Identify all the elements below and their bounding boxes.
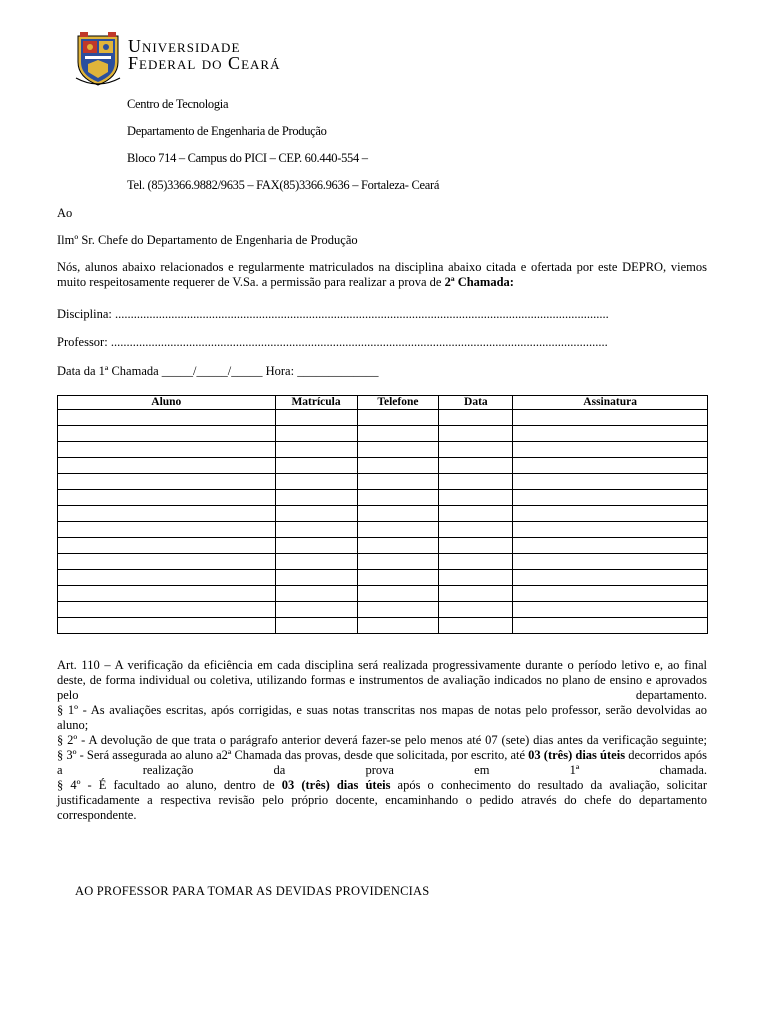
- disciplina-dots[interactable]: ..............................................................................................................................................................: [114, 307, 609, 321]
- cell-aluno[interactable]: [58, 490, 276, 506]
- cell-aluno[interactable]: [58, 602, 276, 618]
- cell-telefone[interactable]: [357, 426, 439, 442]
- table-row: [58, 554, 708, 570]
- cell-assinatura[interactable]: [513, 442, 708, 458]
- table-header-row: [58, 396, 708, 410]
- cell-assinatura[interactable]: [513, 474, 708, 490]
- cell-matricula[interactable]: [275, 522, 357, 538]
- cell-aluno[interactable]: [58, 554, 276, 570]
- cell-telefone[interactable]: [357, 554, 439, 570]
- cell-data[interactable]: [439, 426, 513, 442]
- table-row: [58, 458, 708, 474]
- article-110: [57, 658, 707, 823]
- cell-telefone[interactable]: [357, 602, 439, 618]
- cell-data[interactable]: [439, 602, 513, 618]
- address-line-department: Departamento de Engenharia de Produção: [127, 124, 327, 138]
- table-row: [58, 442, 708, 458]
- cell-telefone[interactable]: [357, 570, 439, 586]
- cell-telefone[interactable]: [357, 490, 439, 506]
- university-crest-icon: [74, 32, 122, 86]
- disciplina-field: [57, 307, 707, 322]
- cell-telefone[interactable]: [357, 442, 439, 458]
- article-paragraph-2: § 1º - As avaliações escritas, após corrigidas, e suas notas transcritas nos mapas de notas pelo professor, serão devolvidas ao aluno;: [57, 703, 707, 732]
- table-body: [58, 410, 708, 634]
- table-row: [58, 474, 708, 490]
- p5-text-a: § 4º - É facultado ao aluno, dentro de: [57, 778, 282, 792]
- professor-dots[interactable]: ...............................................................................................................................................................: [110, 335, 608, 349]
- cell-data[interactable]: [439, 570, 513, 586]
- cell-matricula[interactable]: [275, 426, 357, 442]
- cell-data[interactable]: [439, 410, 513, 426]
- table-row: [58, 522, 708, 538]
- professor-field: [57, 335, 707, 350]
- header-matricula: Matrícula: [275, 396, 357, 410]
- cell-telefone[interactable]: [357, 410, 439, 426]
- cell-aluno[interactable]: [58, 522, 276, 538]
- p5-text-b: após o conhecimento do resultado da avaliação, solicitar justificadamente a respectiva revisão pelo próprio docente, encaminhando o pedido através do chefe do departamento correspondente.: [57, 778, 707, 822]
- cell-matricula[interactable]: [275, 410, 357, 426]
- cell-data[interactable]: [439, 618, 513, 634]
- salutation-recipient: Ilmº Sr. Chefe do Departamento de Engenharia de Produção: [57, 233, 358, 247]
- cell-assinatura[interactable]: [513, 506, 708, 522]
- cell-assinatura[interactable]: [513, 490, 708, 506]
- request-bold: 2ª Chamada:: [444, 275, 514, 289]
- cell-data[interactable]: [439, 442, 513, 458]
- cell-matricula[interactable]: [275, 570, 357, 586]
- cell-assinatura[interactable]: [513, 426, 708, 442]
- salutation-ao: Ao: [57, 206, 73, 220]
- p5-bold: 03 (três) dias úteis: [281, 778, 391, 792]
- article-paragraph-1: Art. 110 – A verificação da eficiência em cada disciplina será realizada progressivamente durante o período letivo e, ao final deste, de forma individual ou coletiva, utilizando formas e instrumentos de avaliação indicados no plano de ensino e aprovados pelo departamento.: [57, 658, 707, 702]
- cell-data[interactable]: [439, 474, 513, 490]
- header-data: Data: [439, 396, 513, 410]
- students-table: [57, 395, 708, 634]
- cell-matricula[interactable]: [275, 490, 357, 506]
- cell-assinatura[interactable]: [513, 570, 708, 586]
- p4-text-a: § 3º - Será assegurada ao aluno a2ª Chamada das provas, desde que solicitada, por escrito, até: [57, 748, 529, 762]
- cell-matricula[interactable]: [275, 506, 357, 522]
- cell-telefone[interactable]: [357, 522, 439, 538]
- cell-matricula[interactable]: [275, 538, 357, 554]
- table-row: [58, 506, 708, 522]
- request-text: Nós, alunos abaixo relacionados e regularmente matriculados na disciplina abaixo citada e ofertada por este DEPRO, viemos muito respeitosamente requerer de V.Sa. a permissão para realizar a prova de: [57, 260, 707, 289]
- cell-data[interactable]: [439, 586, 513, 602]
- disciplina-label: Disciplina:: [57, 307, 115, 321]
- cell-telefone[interactable]: [357, 538, 439, 554]
- data-chamada-field[interactable]: Data da 1ª Chamada _____/_____/_____ Hora: _____________: [57, 364, 379, 378]
- cell-assinatura[interactable]: [513, 554, 708, 570]
- cell-telefone[interactable]: [357, 618, 439, 634]
- cell-assinatura[interactable]: [513, 522, 708, 538]
- table-row: [58, 602, 708, 618]
- header-assinatura: Assinatura: [513, 396, 708, 410]
- table-row: [58, 426, 708, 442]
- cell-aluno[interactable]: [58, 442, 276, 458]
- cell-assinatura[interactable]: [513, 538, 708, 554]
- table-row: [58, 570, 708, 586]
- p4-text-b: decorridos após a realização da prova em 1ª chamada.: [57, 748, 707, 777]
- table-row: [58, 490, 708, 506]
- cell-data[interactable]: [439, 506, 513, 522]
- university-logo: [74, 32, 334, 88]
- cell-matricula[interactable]: [275, 474, 357, 490]
- cell-aluno[interactable]: [58, 618, 276, 634]
- header-telefone: Telefone: [357, 396, 439, 410]
- header-aluno: Aluno: [58, 396, 276, 410]
- request-paragraph: [57, 260, 707, 290]
- cell-data[interactable]: [439, 554, 513, 570]
- cell-matricula[interactable]: [275, 586, 357, 602]
- cell-aluno[interactable]: [58, 570, 276, 586]
- table-row: [58, 618, 708, 634]
- cell-aluno[interactable]: [58, 586, 276, 602]
- cell-matricula[interactable]: [275, 618, 357, 634]
- cell-telefone[interactable]: [357, 458, 439, 474]
- table-row: [58, 586, 708, 602]
- professor-label: Professor:: [57, 335, 111, 349]
- table-row: [58, 538, 708, 554]
- table-row: [58, 410, 708, 426]
- logo-line-2: Federal do Ceará: [128, 53, 281, 73]
- cell-aluno[interactable]: [58, 506, 276, 522]
- article-paragraph-5: [57, 778, 707, 823]
- p4-bold: 03 (três) dias úteis: [528, 748, 626, 762]
- cell-assinatura[interactable]: [513, 618, 708, 634]
- logo-line-1: Universidade: [128, 36, 241, 56]
- article-paragraph-4: [57, 748, 707, 778]
- cell-matricula[interactable]: [275, 554, 357, 570]
- cell-aluno[interactable]: [58, 426, 276, 442]
- cell-telefone[interactable]: [357, 474, 439, 490]
- footer-instruction: AO PROFESSOR PARA TOMAR AS DEVIDAS PROVIDENCIAS: [75, 884, 430, 898]
- cell-assinatura[interactable]: [513, 458, 708, 474]
- cell-matricula[interactable]: [275, 442, 357, 458]
- cell-aluno[interactable]: [58, 458, 276, 474]
- cell-assinatura[interactable]: [513, 410, 708, 426]
- cell-telefone[interactable]: [357, 506, 439, 522]
- cell-aluno[interactable]: [58, 474, 276, 490]
- cell-data[interactable]: [439, 538, 513, 554]
- cell-telefone[interactable]: [357, 586, 439, 602]
- cell-matricula[interactable]: [275, 458, 357, 474]
- cell-data[interactable]: [439, 458, 513, 474]
- cell-assinatura[interactable]: [513, 602, 708, 618]
- cell-aluno[interactable]: [58, 538, 276, 554]
- article-paragraph-3: § 2º - A devolução de que trata o parágrafo anterior deverá fazer-se pelo menos até 07 (sete) dias antes da verificação seguinte;: [57, 733, 707, 747]
- address-line-center: Centro de Tecnologia: [127, 97, 229, 111]
- cell-assinatura[interactable]: [513, 586, 708, 602]
- address-line-phone: Tel. (85)3366.9882/9635 – FAX(85)3366.9636 – Fortaleza- Ceará: [127, 178, 440, 192]
- cell-data[interactable]: [439, 522, 513, 538]
- cell-data[interactable]: [439, 490, 513, 506]
- cell-matricula[interactable]: [275, 602, 357, 618]
- cell-aluno[interactable]: [58, 410, 276, 426]
- university-name: [128, 38, 280, 72]
- address-line-location: Bloco 714 – Campus do PICI – CEP. 60.440-554 –: [127, 151, 368, 165]
